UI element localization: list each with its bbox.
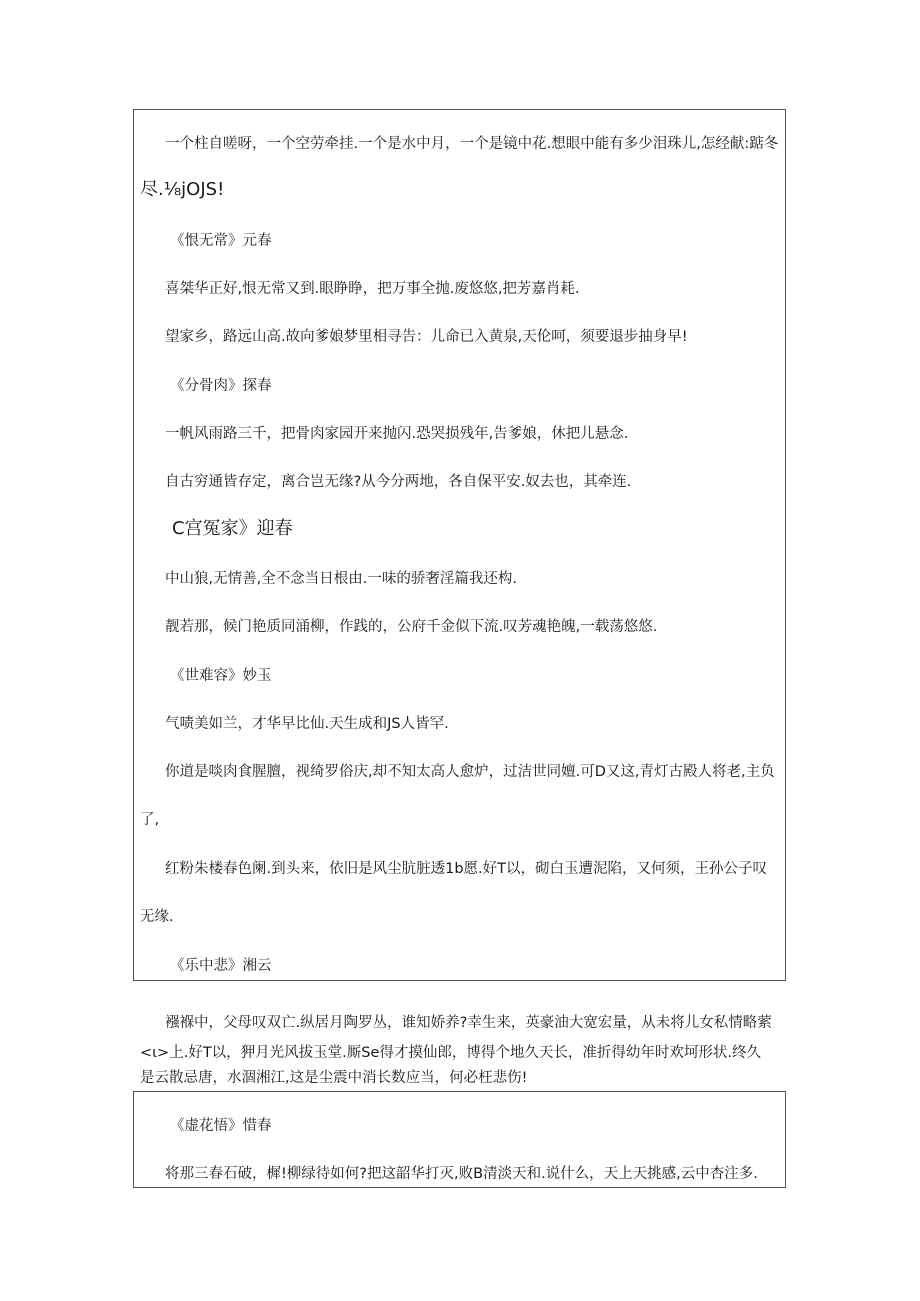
paragraph-line: 一帆风雨路三千，把骨肉家园开来抛闪.恐哭损残年,告爹娘，休把儿悬念.	[165, 426, 629, 442]
paragraph-line: 了,	[140, 812, 160, 828]
paragraph-line: 气啧美如兰，才华早比仙.天生成和JS人皆罕.	[165, 716, 449, 732]
paragraph-line: <ι>上.好T以，狎月光风拔玉堂.厮Se得才摸仙郎，博得个地久天长，准折得幼年时欢坷形状.终久	[140, 1045, 762, 1061]
section-heading: 《恨无常》元春	[170, 233, 272, 249]
paragraph-line: 靓若那，候门艳质同涌柳，作践的，公府千金似下流.叹芳魂艳魄,一载荡悠悠.	[165, 619, 658, 635]
section-heading: 《乐中悲》湘云	[170, 958, 272, 974]
paragraph-line: 无缘.	[140, 909, 174, 925]
paragraph-line: 中山狼,无情善,全不念当日根由.一味的骄奢淫篇我还构.	[165, 571, 517, 587]
paragraph-line: 尽.⅛jOJS!	[140, 179, 225, 200]
paragraph-line: 是云散忌唐，水涸湘江,这是尘震中消长数应当，何必枉悲伤!	[140, 1070, 528, 1086]
section-heading: 《分骨肉》探春	[170, 378, 272, 394]
section-heading: 《虚花悟》惜春	[170, 1118, 272, 1134]
paragraph-line: 一个柱自嗟呀，一个空劳牵挂.一个是水中月，一个是镜中花.想眼中能有多少泪珠儿,怎经献:踮冬	[165, 136, 779, 152]
paragraph-line: 红粉朱楼春色阑.到头来，依旧是风尘肮脏透1b愿.好T以，砌白玉遭泥陷，又何须，王孙公子叹	[165, 861, 768, 877]
paragraph-line: 襁褓中，父母叹双亡.纵居月陶罗丛，谁知娇养?幸生来，英豪油大宽宏量，从未将儿女私情略萦	[165, 1015, 772, 1031]
paragraph-line: 将那三春石破，樨!柳绿待如何?把这韶华打灭,败B清淡天和.说什么，天上天挑感,云中杏注多.	[165, 1166, 758, 1182]
section-heading: 《世难容》妙玉	[170, 668, 272, 684]
paragraph-line: 望家乡，路远山高.故向爹娘梦里相寻告：儿命已入黄泉,天伦呵，须要退步抽身早!	[165, 329, 688, 345]
paragraph-line: 喜桀华正好,恨无常又到.眼睁睁，把万事全抛.废悠悠,把芳嘉肖耗.	[165, 281, 580, 297]
section-heading: C宫冤家》迎春	[172, 518, 293, 539]
paragraph-line: 你道是啖肉食腥膻，视绮罗俗庆,却不知太高人愈炉，过洁世同嬗.可D又这,青灯古殿人将老,主负	[165, 764, 775, 780]
paragraph-line: 自古穷通皆存定，离合岂无缘?从今分两地，各自保平安.奴去也，其牵连.	[165, 474, 632, 490]
